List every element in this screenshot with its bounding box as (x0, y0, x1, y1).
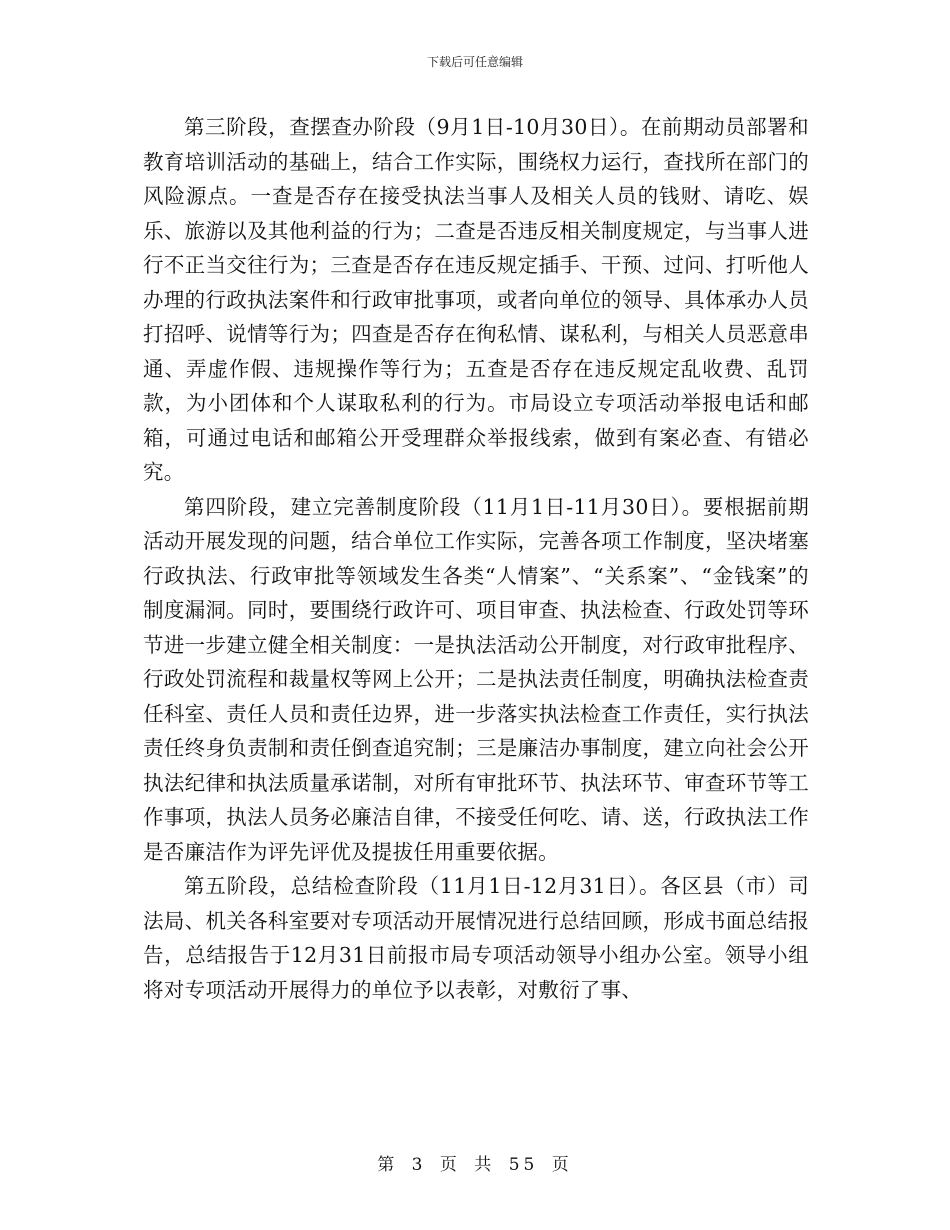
page-header (0, 54, 950, 70)
page-label-prefix: 第 (377, 1155, 399, 1175)
header-note: 下载后可任意编辑 (426, 55, 523, 69)
page-number: 3 (411, 1155, 427, 1175)
page-total-prefix: 共 (474, 1155, 496, 1175)
paragraph-stage-four: 第四阶段，建立完善制度阶段（11月1日-11月30日）。要根据前期活动开展发现的问题，结合单位工作实际，完善各项工作制度，坚决堵塞行政执法、行政审批等领域发生各类“人情案”、“关系案”、“金钱案”的制度漏洞。同时，要围绕行政许可、项目审查、执法检查、行政处罚等环节进一步建立健全相关制度：一是执法活动公开制度，对行政审批程序、行政处罚流程和裁量权等网上公开；二是执法责任制度，明确执法检查责任科室、责任人员和责任边界，进一步落实执法检查工作责任，实行执法责任终身负责制和责任倒查追究制；三是廉洁办事制度，建立向社会公开执法纪律和执法质量承诺制，对所有审批环节、执法环节、审查环节等工作事项，执法人员务必廉洁自律，不接受任何吃、请、送，行政执法工作是否廉洁作为评先评优及提拔任用重要依据。 (143, 494, 809, 864)
document-body (143, 110, 809, 1007)
paragraph-stage-three: 第三阶段，查摆查办阶段（9月1日-10月30日）。在前期动员部署和教育培训活动的基础上，结合工作实际，围绕权力运行，查找所在部门的风险源点。一查是否存在接受执法当事人及相关人员的钱财、请吃、娱乐、旅游以及其他利益的行为；二查是否违反相关制度规定，与当事人进行不正当交往行为；三查是否存在违反规定插手、干预、过问、打听他人办理的行政执法案件和行政审批事项，或者向单位的领导、具体承办人员打招呼、说情等行为；四查是否存在徇私情、谋私利，与相关人员恶意串通、弄虚作假、违规操作等行为；五查是否存在违反规定乱收费、乱罚款，为小团体和个人谋取私利的行为。市局设立专项活动举报电话和邮箱，可通过电话和邮箱公开受理群众举报线索，做到有案必查、有错必究。 (143, 115, 809, 484)
page-label-mid: 页 (439, 1155, 461, 1175)
page-footer (0, 1154, 950, 1176)
total-pages: 55 (508, 1155, 539, 1175)
page-label-suffix: 页 (551, 1155, 573, 1175)
paragraph-stage-five: 第五阶段，总结检查阶段（11月1日-12月31日）。各区县（市）司法局、机关各科室要对专项活动开展情况进行总结回顾，形成书面总结报告，总结报告于12月31日前报市局专项活动领导小组办公室。领导小组将对专项活动开展得力的单位予以表彰，对敷衍了事、 (143, 874, 809, 1002)
